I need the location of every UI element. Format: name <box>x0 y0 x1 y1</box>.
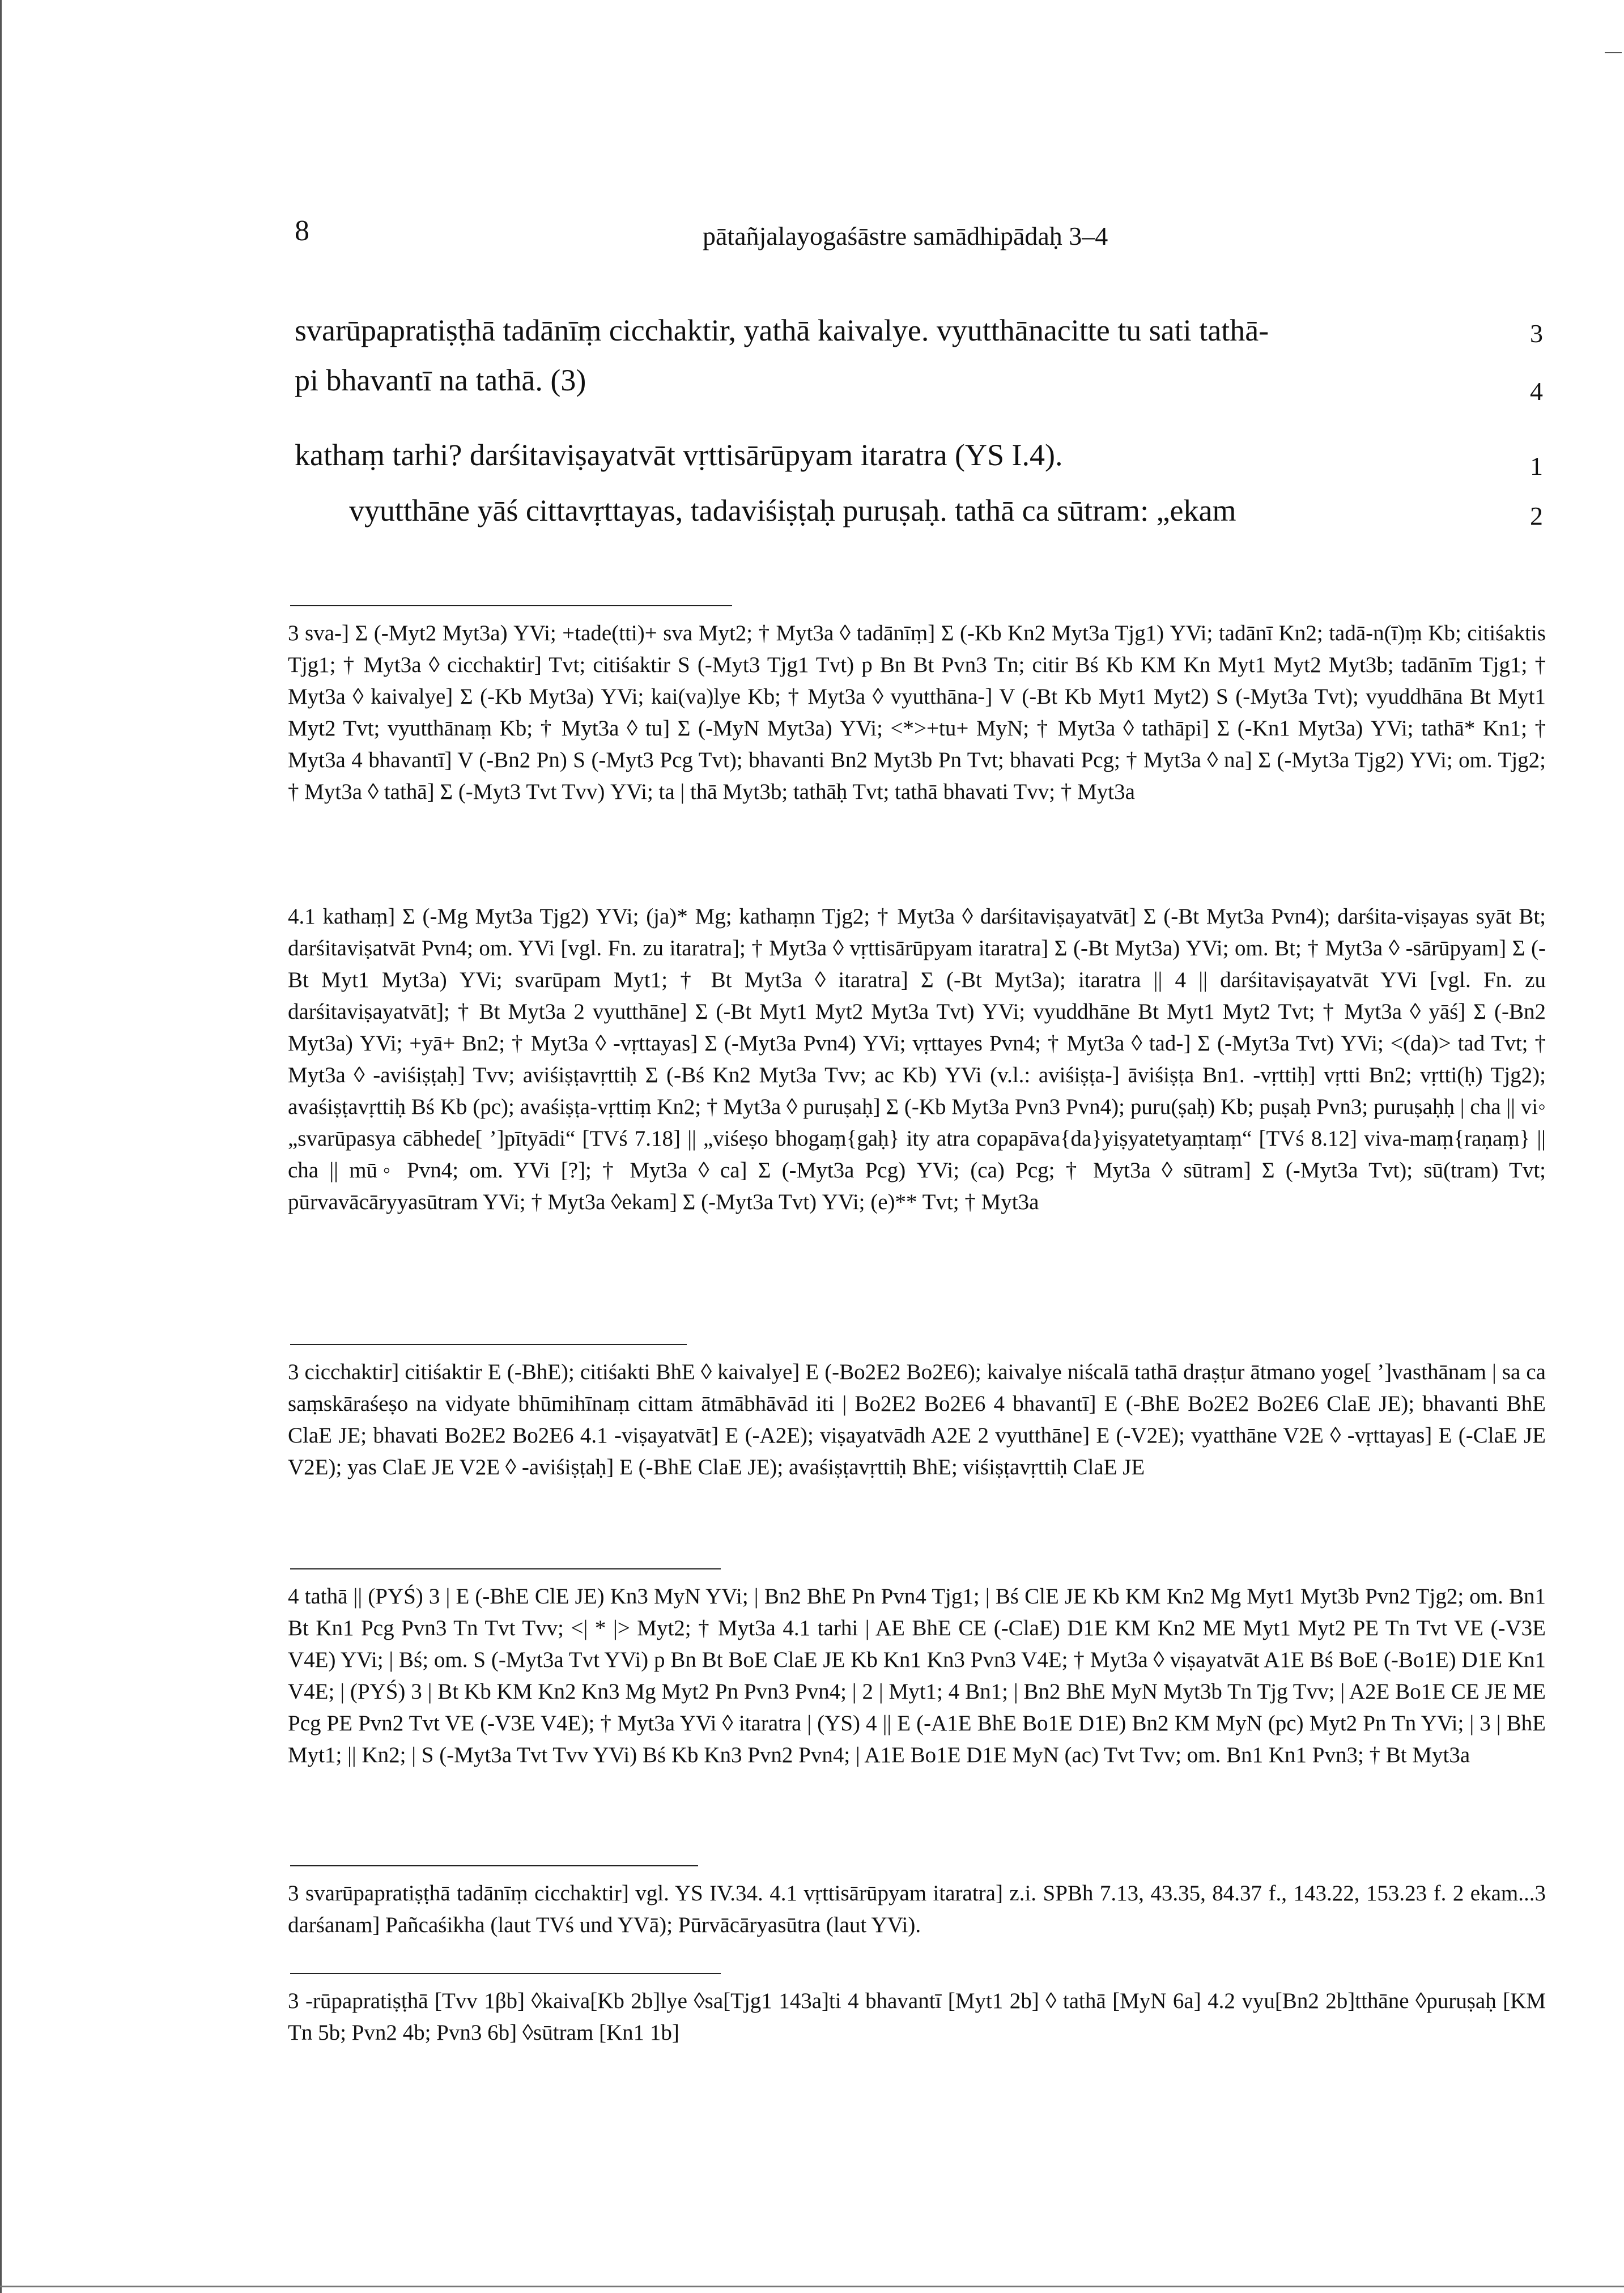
line-number: 2 <box>1530 501 1543 530</box>
apparatus-block-variants: 3 sva-] Σ (-Myt2 Myt3a) YVi; +tade(tti)+ sva Myt2; † Myt3a ◊ tadānīṃ] Σ (-Kb Kn2 Myt3a Tjg1) YVi; tadānī Kn2; tadā-n(ī)ṃ Kb; citiśaktis Tjg1; † Myt3a ◊ cicchaktir] Tvt; citiśaktir S (-Myt3 Tjg1 Tvt) p Bn Bt Pvn3 Tn; citir Bś Kb KM Kn Myt1 Myt2 Myt3b; tadānīm Tjg1; † Myt3a ◊ kaivalye] Σ (-Kb Myt3a) YVi; kai(va)lye Kb; † Myt3a ◊ vyutthāna-] V (-Bt Kb Myt1 Myt2) S (-Myt3a Tvt); vyuddhāna Bt Myt1 Myt2 Tvt; vyutthānaṃ Kb; † Myt3a ◊ tu] Σ (-MyN Myt3a) YVi; <*>+tu+ MyN; † Myt3a ◊ tathāpi] Σ (-Kn1 Myt3a) YVi; tathā* Kn1; † Myt3a 4 bhavantī] V (-Bn2 Pn) S (-Myt3 Pcg Tvt); bhavanti Bn2 Myt3b Pn Tvt; bhavati Pcg; † Myt3a ◊ na] Σ (-Myt3a Tjg2) YVi; om. Tjg2; † Myt3a ◊ tathā] Σ (-Myt3 Tvt Tvv) YVi; ta | thā Myt3b; tathāḥ Tvt; tathā bhavati Tvv; † Myt3a <box>288 621 1546 804</box>
scan-edge-bottom <box>0 2286 1624 2287</box>
apparatus-block-folio-changes: 3 -rūpapratiṣṭhā [Tvv 1βb] ◊kaiva[Kb 2b]lye ◊sa[Tjg1 143a]ti 4 bhavantī [Myt1 2b] ◊ tathā [MyN 6a] 4.2 vyu[Bn2 2b]tthāne ◊puruṣaḥ [KM Tn 5b; Pvn2 4b; Pvn3 6b] ◊sūtram [Kn1 1b] <box>288 1989 1546 2045</box>
main-text-line: kathaṃ tarhi? darśitaviṣayatvāt vṛttisārūpyam itaratra (YS I.4). <box>295 438 1063 472</box>
scan-edge-left <box>0 0 2 2293</box>
apparatus-separator <box>290 1344 687 1345</box>
page-number: 8 <box>295 215 309 247</box>
scan-edge-right-mark <box>1605 52 1622 53</box>
main-text-line: vyutthāne yāś cittavṛttayas, tadaviśiṣṭaḥ puruṣaḥ. tathā ca sūtram: „ekam <box>349 494 1236 527</box>
apparatus-separator <box>290 1568 721 1569</box>
apparatus-separator <box>290 1973 721 1974</box>
apparatus-separator <box>290 1865 698 1866</box>
apparatus-block-punctuation: 4 tathā || (PYŚ) 3 | E (-BhE ClE JE) Kn3 MyN YVi; | Bn2 BhE Pn Pvn4 Tjg1; | Bś ClE JE Kb KM Kn2 Mg Myt1 Myt3b Pvn2 Tjg2; om. Bn1 Bt Kn1 Pcg Pvn3 Tn Tvt Tvv; <| * |> Myt2; † Myt3a 4.1 tarhi | AE BhE CE (-ClaE) D1E KM Kn2 ME Myt1 Myt2 PE Tn Tvt VE (-V3E V4E) YVi; | Bś; om. S (-Myt3a Tvt YVi) p Bn Bt BoE ClaE JE Kb Kn1 Kn3 Pvn3 V4E; † Myt3a ◊ viṣayatvāt A1E Bś BoE (-Bo1E) D1E Kn1 V4E; | (PYŚ) 3 | Bt Kb KM Kn2 Kn3 Mg Myt2 Pn Pvn3 Pvn4; | 2 | Myt1; 4 Bn1; | Bn2 BhE MyN Myt3b Tn Tjg Tvv; | A2E Bo1E CE JE ME Pcg PE Pvn2 Tvt VE (-V3E V4E); † Myt3a YVi ◊ itaratra | (YS) 4 || E (-A1E BhE Bo1E D1E) Bn2 KM MyN (pc) Myt2 Pn Tn YVi; | 3 | BhE Myt1; || Kn2; | S (-Myt3a Tvt Tvv YVi) Bś Kb Kn3 Pvn2 Pvn4; | A1E Bo1E D1E MyN (ac) Tvt Tvv; om. Bn1 Kn1 Pvn3; † Bt Myt3a <box>288 1584 1546 1767</box>
apparatus-block-variants: 4.1 kathaṃ] Σ (-Mg Myt3a Tjg2) YVi; (ja)* Mg; kathaṃn Tjg2; † Myt3a ◊ darśitaviṣayatvāt] Σ (-Bt Myt3a Pvn4); darśita-viṣayas syāt Bt; darśitaviṣatvāt Pvn4; om. YVi [vgl. Fn. zu itaratra]; † Myt3a ◊ vṛttisārūpyam itaratra] Σ (-Bt Myt3a) YVi; om. Bt; † Myt3a ◊ -sārūpyam] Σ (-Bt Myt1 Myt3a) YVi; svarūpam Myt1; † Bt Myt3a ◊ itaratra] Σ (-Bt Myt3a); itaratra || 4 || darśitaviṣayatvāt YVi [vgl. Fn. zu darśitaviṣayatvāt]; † Bt Myt3a 2 vyutthāne] Σ (-Bt Myt1 Myt2 Myt3a Tvt) YVi; vyuddhāne Bt Myt1 Myt2 Tvt; † Myt3a ◊ yāś] Σ (-Bn2 Myt3a) YVi; +yā+ Bn2; † Myt3a ◊ -vṛttayas] Σ (-Myt3a Pvn4) YVi; vṛttayes Pvn4; † Myt3a ◊ tad-] Σ (-Myt3a Tvt) YVi; <(da)> tad Tvt; † Myt3a ◊ -aviśiṣṭaḥ] Tvv; aviśiṣṭavṛttiḥ Σ (-Bś Kn2 Myt3a Tvv; ac Kb) YVi (v.l.: aviśiṣṭa-] āviśiṣṭa Bn1. -vṛttiḥ] vṛtti Bn2; vṛtti(ḥ) Tjg2); avaśiṣṭavṛttiḥ Bś Kb (pc); avaśiṣṭa-vṛttiṃ Kn2; † Myt3a ◊ puruṣaḥ] Σ (-Kb Myt3a Pvn3 Pvn4); puru(ṣaḥ) Kb; puṣaḥ Pvn3; puruṣaḥḥ | cha || vi◦ „svarūpasya cābhede[ ’]pītyādi“ [TVś 7.18] || „viśeṣo bhogaṃ{gaḥ} ity atra copapāva{da}yiṣyatetyaṃtaṃ“ [TVś 8.12] viva-maṃ{raṇaṃ} || cha || mū◦ Pvn4; om. YVi [?]; † Myt3a ◊ ca] Σ (-Myt3a Pcg) YVi; (ca) Pcg; † Myt3a ◊ sūtram] Σ (-Myt3a Tvt); sū(tram) Tvt; pūrvavācāryyasūtram YVi; † Myt3a ◊ekam] Σ (-Myt3a Tvt) YVi; (e)** Tvt; † Myt3a <box>288 904 1546 1214</box>
main-text-line: pi bhavantī na tathā. (3) <box>295 363 586 397</box>
apparatus-block-parallels: 3 svarūpapratiṣṭhā tadānīṃ cicchaktir] vgl. YS IV.34. 4.1 vṛttisārūpyam itaratra] z.i. SPBh 7.13, 43.35, 84.37 f., 143.22, 153.23 f. 2 ekam...3 darśanam] Pañcaśikha (laut TVś und YVā); Pūrvācāryasūtra (laut YVi). <box>288 1881 1546 1937</box>
line-number: 4 <box>1530 377 1543 406</box>
apparatus-separator <box>290 605 732 606</box>
running-title: pātañjalayogaśāstre samādhipādaḥ 3–4 <box>703 222 1108 250</box>
line-number: 1 <box>1530 452 1543 480</box>
apparatus-block-editions: 3 cicchaktir] citiśaktir E (-BhE); citiśakti BhE ◊ kaivalye] E (-Bo2E2 Bo2E6); kaivalye niścalā tathā draṣṭur ātmano yoge[ ’]vasthānam | sa ca saṃskāraśeṣo na vidyate bhūmihīnaṃ cittam ātmābhāvād iti | Bo2E2 Bo2E6 4 bhavantī] E (-BhE Bo2E2 Bo2E6 ClaE JE); bhavanti BhE ClaE JE; bhavati Bo2E2 Bo2E6 4.1 -viṣayatvāt] E (-A2E); viṣayatvādh A2E 2 vyutthāne] E (-V2E); vyatthāne V2E ◊ -vṛttayas] E (-ClaE JE V2E); yas ClaE JE V2E ◊ -aviśiṣṭaḥ] E (-BhE ClaE JE); avaśiṣṭavṛttiḥ BhE; viśiṣṭavṛttiḥ ClaE JE <box>288 1360 1546 1479</box>
line-number: 3 <box>1530 319 1543 348</box>
main-text-line: svarūpapratiṣṭhā tadānīṃ cicchaktir, yathā kaivalye. vyutthānacitte tu sati tathā- <box>295 313 1269 347</box>
